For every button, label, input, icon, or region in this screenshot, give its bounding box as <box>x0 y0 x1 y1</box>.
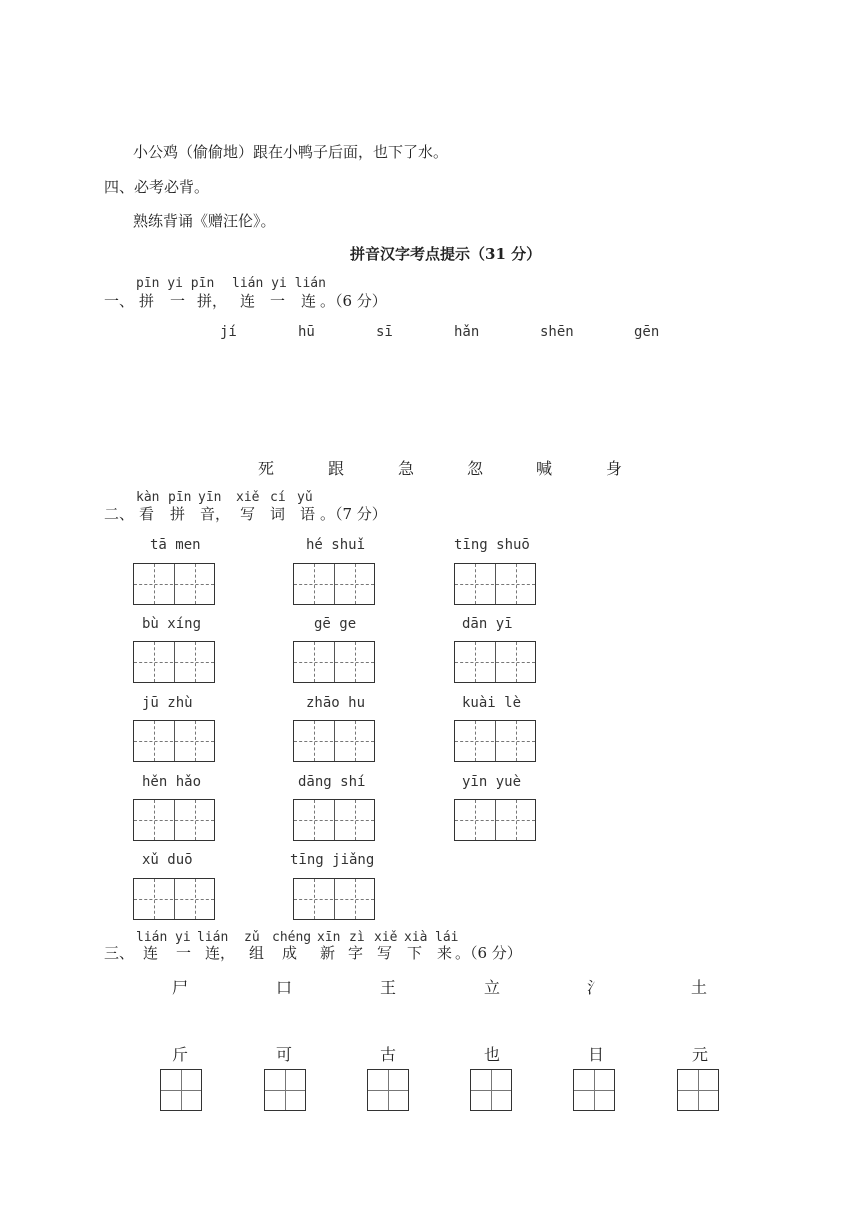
q3-top-part: 王 <box>380 978 397 997</box>
q2-char: 写 <box>240 505 256 523</box>
q1-char: 一 <box>270 292 286 310</box>
q3-label: 三、 <box>104 944 135 962</box>
q3-char: 来 <box>437 944 453 962</box>
q3-top-part: 立 <box>484 978 501 997</box>
q3-pinyin: lián <box>197 930 229 945</box>
q2-word-pinyin: hé shuǐ <box>306 537 366 553</box>
q2-label: 二、 <box>104 505 135 523</box>
q3-top-part: 氵 <box>587 978 604 997</box>
q3-pinyin: zì <box>349 930 365 945</box>
writing-box[interactable] <box>293 720 375 762</box>
q1-suffix: 。（6 分） <box>320 292 387 310</box>
q3-top-part: 尸 <box>172 978 189 997</box>
q1-bottom-char: 死 <box>258 459 275 478</box>
writing-box[interactable] <box>454 720 536 762</box>
writing-box[interactable] <box>454 641 536 683</box>
q3-pinyin: lián <box>136 930 168 945</box>
q2-pinyin: cí <box>270 490 286 505</box>
q1-top-pinyin: sī <box>376 324 393 340</box>
q3-top-part: 口 <box>276 978 293 997</box>
q3-char: 一 <box>176 944 192 962</box>
q1-label: 一、 <box>104 292 135 310</box>
writing-box[interactable] <box>454 563 536 605</box>
q1-bottom-char: 忽 <box>467 459 484 478</box>
q2-pinyin: kàn <box>136 490 160 505</box>
q2-char: 词 <box>270 505 286 523</box>
writing-box[interactable] <box>133 563 215 605</box>
q3-bottom-part: 元 <box>692 1045 709 1064</box>
q1-char: 连 <box>240 292 256 310</box>
writing-box[interactable] <box>133 720 215 762</box>
q1-char: 拼， <box>197 292 228 310</box>
writing-box[interactable] <box>454 799 536 841</box>
q2-word-pinyin: kuài lè <box>462 695 522 711</box>
q1-char: 连 <box>301 292 317 310</box>
section4-title: 四、必考必背。 <box>104 178 210 196</box>
q2-word-pinyin: jū zhù <box>142 695 193 711</box>
q3-top-part: 土 <box>691 978 708 997</box>
q2-word-pinyin: yīn yuè <box>462 774 522 790</box>
q2-word-pinyin: tīng jiǎng <box>290 852 375 868</box>
q3-pinyin: xiě <box>374 930 398 945</box>
writing-box[interactable] <box>133 878 215 920</box>
q2-pinyin: pīn <box>168 490 192 505</box>
q2-word-pinyin: dāng shí <box>298 774 366 790</box>
part-title: 拼音汉字考点提示（31 分） <box>350 245 542 263</box>
q3-bottom-part: 也 <box>484 1045 501 1064</box>
q1-char: 拼 <box>139 292 155 310</box>
q3-char: 连 <box>143 944 159 962</box>
writing-box[interactable] <box>293 799 375 841</box>
q2-word-pinyin: tīng shuō <box>454 537 530 553</box>
section4-body: 熟练背诵《赠汪伦》。 <box>133 212 276 230</box>
q2-pinyin: yǔ <box>297 490 313 505</box>
writing-box[interactable] <box>160 1069 202 1111</box>
q1-pinyin-1: pīn yi pīn <box>136 276 215 291</box>
q2-word-pinyin: zhāo hu <box>306 695 366 711</box>
writing-box[interactable] <box>133 799 215 841</box>
writing-box[interactable] <box>367 1069 409 1111</box>
q2-pinyin: xiě <box>236 490 260 505</box>
intro-sentence: 小公鸡（偷偷地）跟在小鸭子后面，也下了水。 <box>133 143 449 161</box>
q3-bottom-part: 古 <box>380 1045 397 1064</box>
writing-box[interactable] <box>264 1069 306 1111</box>
q1-top-pinyin: hū <box>298 324 315 340</box>
q3-char: 字 <box>348 944 364 962</box>
q3-suffix: 。（6 分） <box>455 944 522 962</box>
q3-pinyin: chéng <box>272 930 312 945</box>
writing-box[interactable] <box>293 641 375 683</box>
q1-top-pinyin: gēn <box>634 324 660 340</box>
writing-box[interactable] <box>133 641 215 683</box>
q1-char: 一 <box>170 292 186 310</box>
q1-bottom-char: 喊 <box>536 459 553 478</box>
q3-char: 连， <box>205 944 236 962</box>
q3-pinyin: xià <box>404 930 428 945</box>
q1-pinyin-2: lián yi lián <box>232 276 326 291</box>
q3-pinyin: yi <box>175 930 191 945</box>
q1-bottom-char: 急 <box>398 459 415 478</box>
q3-pinyin: xīn <box>317 930 341 945</box>
q3-char: 组 <box>249 944 265 962</box>
q1-top-pinyin: shēn <box>540 324 574 340</box>
q3-char: 写 <box>377 944 393 962</box>
q1-bottom-char: 跟 <box>328 459 345 478</box>
q3-bottom-part: 斤 <box>172 1045 189 1064</box>
q3-pinyin: zǔ <box>244 930 260 945</box>
q2-word-pinyin: bù xíng <box>142 616 202 632</box>
q3-bottom-part: 日 <box>588 1045 605 1064</box>
q1-top-pinyin: jí <box>220 324 237 340</box>
q2-char: 拼 <box>170 505 186 523</box>
q2-pinyin: yīn <box>198 490 222 505</box>
q3-pinyin: lái <box>435 930 459 945</box>
q2-word-pinyin: dān yī <box>462 616 513 632</box>
q3-char: 成 <box>282 944 298 962</box>
q2-char: 音， <box>200 505 231 523</box>
writing-box[interactable] <box>573 1069 615 1111</box>
q2-word-pinyin: hěn hǎo <box>142 774 202 790</box>
q1-bottom-char: 身 <box>606 459 623 478</box>
q2-word-pinyin: gē ge <box>314 616 357 632</box>
q3-bottom-part: 可 <box>276 1045 293 1064</box>
q3-char: 新 <box>320 944 336 962</box>
q2-word-pinyin: tā men <box>150 537 201 553</box>
writing-box[interactable] <box>677 1069 719 1111</box>
q3-char: 下 <box>407 944 423 962</box>
writing-box[interactable] <box>293 878 375 920</box>
q2-char: 语 <box>300 505 316 523</box>
writing-box[interactable] <box>470 1069 512 1111</box>
q2-char: 看 <box>139 505 155 523</box>
writing-box[interactable] <box>293 563 375 605</box>
q2-suffix: 。（7 分） <box>320 505 387 523</box>
q1-top-pinyin: hǎn <box>454 324 480 340</box>
q2-word-pinyin: xǔ duō <box>142 852 193 868</box>
